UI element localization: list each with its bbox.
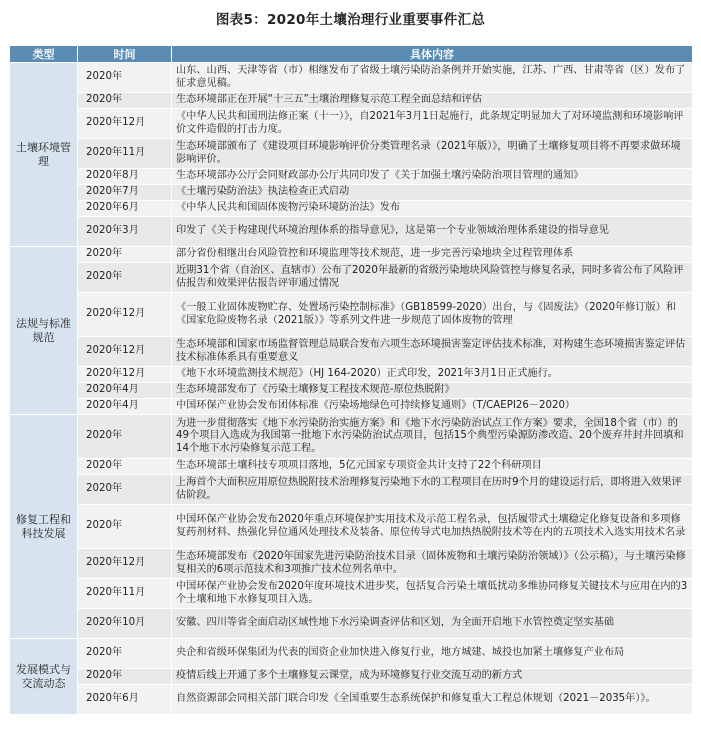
content-cell: 部分省份相继出台风险管控和环境监理等技术规范，进一步完善污染地块全过程管理体系: [172, 247, 693, 263]
content-cell: 《中华人民共和国固体废物污染环境防治法》发布: [172, 201, 693, 217]
time-cell: 2020年4月: [78, 383, 172, 399]
time-cell: 2020年: [78, 505, 172, 549]
table-row: [10, 639, 693, 669]
table-row: [10, 139, 693, 169]
table-row: [10, 549, 693, 579]
time-cell: 2020年12月: [78, 109, 172, 139]
content-cell: 中国环保产业协会发布2020年重点环境保护实用技术及示范工程名录，包括履带式土壤稳定化修复设备和多项修复药剂材料、热强化异位通风处理技术及装备、原位传导式电加热热脱附技术等在内的五项技术入选实用技术名录: [172, 505, 693, 549]
content-cell: 生态环境部发布了《污染土壤修复工程技术规范-原位热脱附》: [172, 383, 693, 399]
table-row: [10, 669, 693, 685]
table-body: [10, 63, 693, 715]
table-row: [10, 475, 693, 505]
events-table-container: [9, 45, 692, 715]
category-cell: 土壤环境管理: [10, 63, 78, 247]
table-row: [10, 169, 693, 185]
page-title: 图表5：2020年土壤治理行业重要事件汇总: [215, 12, 486, 28]
table-row: [10, 293, 693, 337]
time-cell: 2020年12月: [78, 367, 172, 383]
content-cell: 生态环境部颁布了《建设项目环境影响评价分类管理名录（2021年版）》，明确了土壤修复项目将不再要求做环境影响评价。: [172, 139, 693, 169]
time-cell: 2020年: [78, 475, 172, 505]
table-header-row: [10, 46, 693, 63]
table-row: [10, 63, 693, 93]
time-cell: 2020年3月: [78, 217, 172, 247]
header-content: 具体内容: [172, 46, 693, 63]
time-cell: 2020年10月: [78, 609, 172, 639]
content-cell: 《土壤污染防治法》执法检查正式启动: [172, 185, 693, 201]
content-cell: 自然资源部会同相关部门联合印发《全国重要生态系统保护和修复重大工程总体规划（2021－2035年）》。: [172, 685, 693, 715]
content-cell: 上海首个大面积应用原位热脱附技术治理修复污染地下水的工程项目在历时9个月的建设运行后，即将进入效果评估阶段。: [172, 475, 693, 505]
content-cell: 《一般工业固体废物贮存、处置场污染控制标准》（GB18599-2020）出台，与《固废法》（2020年修订版）和《国家危险废物名录（2021版）》等系列文件进一步规范了固体废物的管理: [172, 293, 693, 337]
time-cell: 2020年: [78, 93, 172, 109]
content-cell: 生态环境部土壤科技专项项目落地，5亿元国家专项资金共计支持了22个科研项目: [172, 459, 693, 475]
content-cell: 近期31个省（自治区、直辖市）公布了2020年最新的省级污染地块风险管控与修复名录，同时多省公布了风险评估报告和效果评估报告评审通过情况: [172, 263, 693, 293]
time-cell: 2020年: [78, 459, 172, 475]
content-cell: 山东、山西、天津等省（市）相继发布了省级土壤污染防治条例并开始实施，江苏、广西、甘肃等省（区）发布了征求意见稿。: [172, 63, 693, 93]
content-cell: 《中华人民共和国刑法修正案（十一）》，自2021年3月1日起施行，此条规定明显加大了对环境监测和环境影响评价文件造假的打击力度。: [172, 109, 693, 139]
time-cell: 2020年: [78, 639, 172, 669]
content-cell: 生态环境部办公厅会同财政部办公厅共同印发了《关于加强土壤污染防治项目管理的通知》: [172, 169, 693, 185]
table-row: [10, 247, 693, 263]
time-cell: 2020年: [78, 247, 172, 263]
time-cell: 2020年: [78, 63, 172, 93]
time-cell: 2020年7月: [78, 185, 172, 201]
content-cell: 央企和省级环保集团为代表的国资企业加快进入修复行业，地方城建、城投也加紧土壤修复产业布局: [172, 639, 693, 669]
content-cell: 生态环境部和国家市场监督管理总局联合发布六项生态环境损害鉴定评估技术标准，对构建生态环境损害鉴定评估技术标准体系具有重要意义: [172, 337, 693, 367]
time-cell: 2020年: [78, 415, 172, 459]
content-cell: 印发了《关于构建现代环境治理体系的指导意见》，这是第一个专业领域治理体系建设的指导意见: [172, 217, 693, 247]
table-row: [10, 383, 693, 399]
table-row: [10, 459, 693, 475]
time-cell: 2020年12月: [78, 293, 172, 337]
content-cell: 疫情后线上开通了多个土壤修复云课堂，成为环境修复行业交流互动的新方式: [172, 669, 693, 685]
header-type: 类型: [10, 46, 78, 63]
time-cell: 2020年12月: [78, 549, 172, 579]
time-cell: 2020年11月: [78, 139, 172, 169]
category-cell: 发展模式与交流动态: [10, 639, 78, 715]
table-row: [10, 399, 693, 415]
table-row: [10, 367, 693, 383]
time-cell: 2020年6月: [78, 201, 172, 217]
category-cell: 修复工程和科技发展: [10, 415, 78, 639]
content-cell: 生态环境部发布《2020年国家先进污染防治技术目录（固体废物和土壤污染防治领域）》（公示稿），与土壤污染修复相关的6项示范技术和3项推广技术位列名单中。: [172, 549, 693, 579]
time-cell: 2020年11月: [78, 579, 172, 609]
table-row: [10, 685, 693, 715]
table-row: [10, 579, 693, 609]
table-row: [10, 415, 693, 459]
content-cell: 为进一步贯彻落实《地下水污染防治实施方案》和《地下水污染防治试点工作方案》要求，全国18个省（市）的49个项目入选成为我国第一批地下水污染防治试点项目，包括15个典型污染源防渗改造、20个废弃井封井回填和14个地下水污染修复示范工程。: [172, 415, 693, 459]
time-cell: 2020年: [78, 263, 172, 293]
header-time: 时间: [78, 46, 172, 63]
time-cell: 2020年: [78, 669, 172, 685]
content-cell: 安徽、四川等省全面启动区域性地下水污染调查评估和区划，为全面开启地下水管控奠定坚实基础: [172, 609, 693, 639]
time-cell: 2020年8月: [78, 169, 172, 185]
category-cell: 法规与标准规范: [10, 247, 78, 415]
table-row: [10, 505, 693, 549]
events-table: [9, 45, 693, 715]
content-cell: 《地下水环境监测技术规范》（HJ 164-2020）正式印发，2021年3月1日正式施行。: [172, 367, 693, 383]
table-row: [10, 93, 693, 109]
table-row: [10, 263, 693, 293]
table-row: [10, 609, 693, 639]
time-cell: 2020年4月: [78, 399, 172, 415]
content-cell: 中国环保产业协会发布团体标准《污染场地绿色可持续修复通则》（T/CAEPI26－2020）: [172, 399, 693, 415]
table-row: [10, 201, 693, 217]
table-row: [10, 337, 693, 367]
content-cell: 中国环保产业协会发布2020年度环境技术进步奖，包括复合污染土壤低扰动多维协同修复关键技术与应用在内的3个土壤和地下水修复项目入选。: [172, 579, 693, 609]
time-cell: 2020年12月: [78, 337, 172, 367]
table-row: [10, 109, 693, 139]
table-row: [10, 217, 693, 247]
content-cell: 生态环境部正在开展“十三五”土壤治理修复示范工程全面总结和评估: [172, 93, 693, 109]
table-row: [10, 185, 693, 201]
time-cell: 2020年6月: [78, 685, 172, 715]
